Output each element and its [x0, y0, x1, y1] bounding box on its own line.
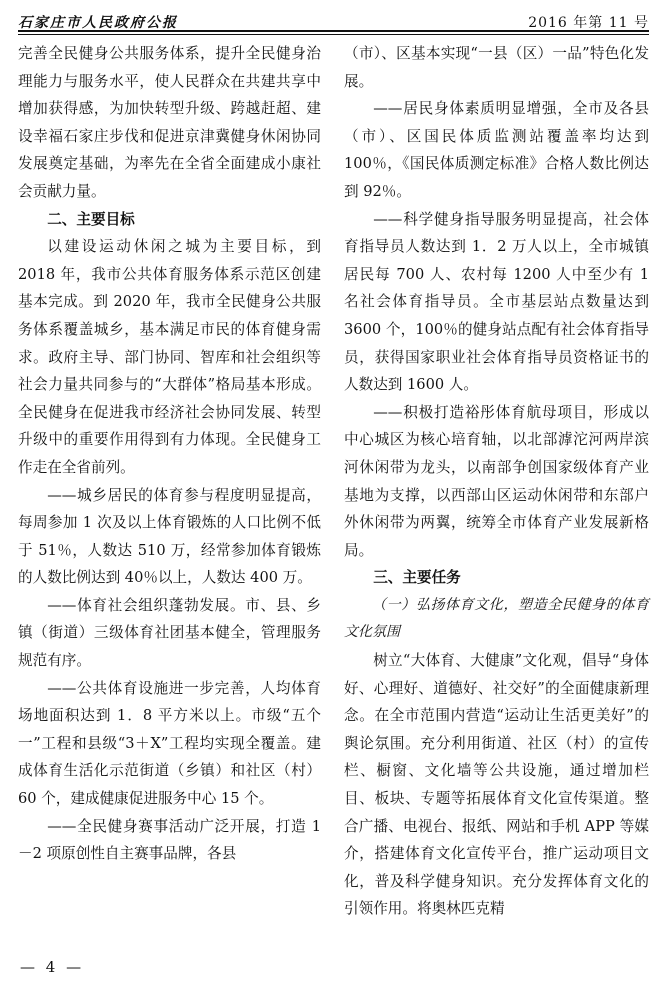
paragraph-goal-guidance: ——科学健身指导服务明显提高，社会体育指导员人数达到 1．2 万人以上，全市城镇居民每 700 人、农村每 1200 人中至少有 1 名社会体育指导员。全市基层站点数量达到 3600 个，100％的健身站点配有社会体育指导员，获得国家职业社会体育指导员资格证书的人数达到 1600 人。 [344, 210, 649, 394]
issue-number: 2016 年第 11 号 [528, 15, 649, 31]
paragraph-goal-industry: ——积极打造裕彤体育航母项目，形成以中心城区为核心培育轴，以北部滹沱河两岸滨河休闲带为龙头，以南部争创国家级体育产业基地为支撑，以西部山区运动休闲带和东部户外休闲带为两翼，统筹全市体育产业发展新格局。 [344, 403, 649, 559]
paragraph-goal-events: ——全民健身赛事活动广泛开展，打造 1－2 项原创性自主赛事品牌，各县 [18, 817, 321, 863]
subsection-heading-sports-culture: （一）弘扬体育文化，塑造全民健身的体育文化氛围 [344, 596, 649, 641]
paragraph-goal-participation: ——城乡居民的体育参与程度明显提高，每周参加 1 次及以上体育锻炼的人口比例不低于 51％，人数达 510 万，经常参加体育锻炼的人数比例达到 40％以上，人数达 400 万。 [18, 486, 321, 587]
section-heading-main-goals: 二、主要目标 [47, 210, 135, 228]
paragraph-main-goals: 以建设运动休闲之城为主要目标，到 2018 年，我市公共体育服务体系示范区创建基本完成。到 2020 年，我市全民健身公共服务体系覆盖城乡，基本满足市民的体育健身需求。政府主导、部门协同、智库和社会组织等社会力量共同参与的“大群体”格局基本形成。全民健身在促进我市经济社会协同发展、转型升级中的重要作用得到有力体现。全民健身工作走在全省前列。 [18, 238, 321, 476]
paragraph-sports-culture: 树立“大体育、大健康”文化观，倡导“身体好、心理好、道德好、社交好”的全面健康新理念。在全市范围内营造“运动让生活更美好”的舆论氛围。充分利用街道、社区（村）的宣传栏、橱窗、文化墙等公共设施，通过增加栏目、板块、专题等拓展体育文化宣传渠道。整合广播、电视台、报纸、网站和手机 APP 等媒介，搭建体育文化宣传平台，推广运动项目文化，普及科学健身知识。充分发挥体育文化的引领作用。将奥林匹克精 [344, 652, 649, 918]
header-rule-thin [18, 34, 649, 35]
paragraph-events-continuation: （市）、区基本实现“一县（区）一品”特色化发展。 [344, 45, 649, 90]
header-rule-thick [18, 30, 649, 32]
right-column [344, 40, 649, 923]
paragraph-continuation: 完善全民健身公共服务体系，提升全民健身治理能力与服务水平，使人民群众在共建共享中增加获得感，为加快转型升级、跨越赶超、建设幸福石家庄步伐和促进京津冀健身休闲协同发展奠定基础，为率先在全省全面建成小康社会贡献力量。 [18, 45, 321, 200]
gazette-title: 石家庄市人民政府公报 [18, 15, 178, 31]
paragraph-goal-fitness: ——居民身体素质明显增强，全市及各县（市）、区国民体质监测站覆盖率均达到 100％，《国民体质测定标准》合格人数比例达到 92％。 [344, 100, 649, 200]
paragraph-goal-organizations: ——体育社会组织蓬勃发展。市、县、乡镇（街道）三级体育社团基本健全，管理服务规范有序。 [18, 596, 321, 670]
page-number: — 4 — [20, 958, 85, 976]
paragraph-goal-facilities: ——公共体育设施进一步完善，人均体育场地面积达到 1．8 平方米以上。市级“五个一”工程和县级“3＋X”工程均实现全覆盖。建成体育生活化示范街道（乡镇）和社区（村）60 个，建成健康促进服务中心 15 个。 [18, 679, 321, 808]
left-column [18, 40, 321, 868]
section-heading-main-tasks: 三、主要任务 [373, 569, 461, 587]
